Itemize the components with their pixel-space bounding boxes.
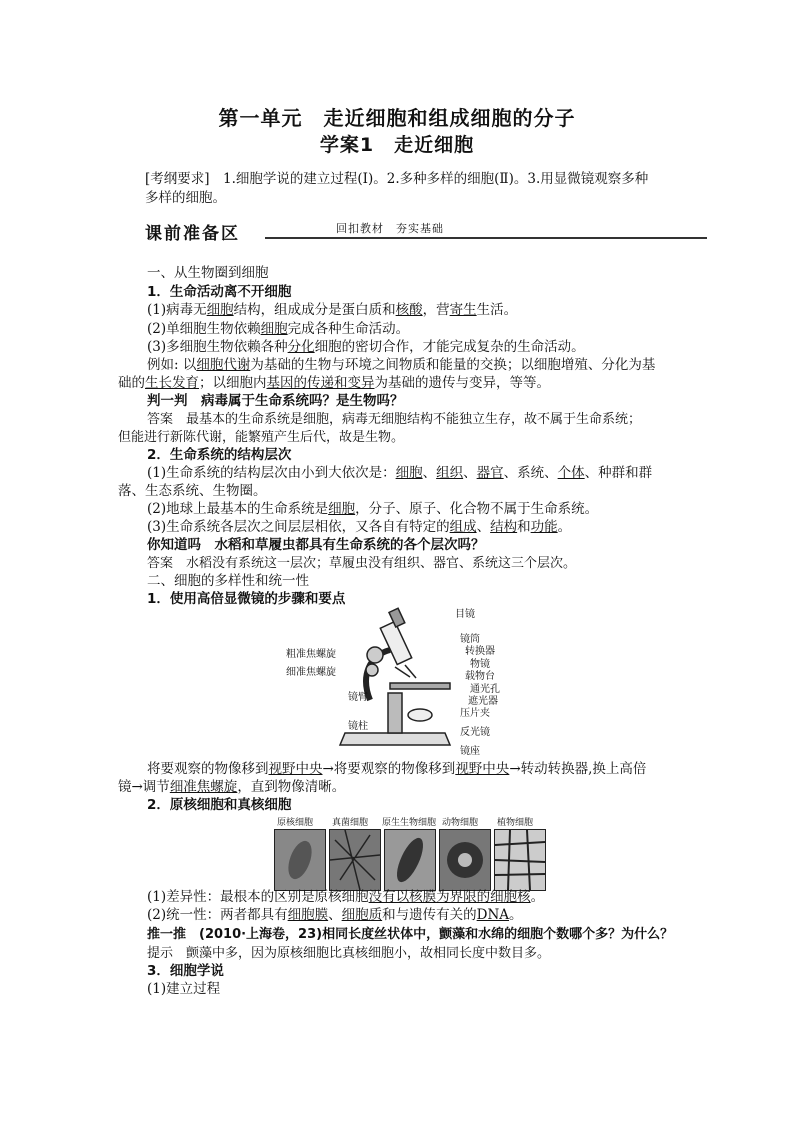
label-eyepiece: 目镜: [455, 609, 475, 620]
cell-image-animal: [439, 829, 491, 891]
banner-rule: [263, 237, 707, 239]
label-hole: 通光孔: [470, 684, 500, 695]
para-difference: (1)差异性：最根本的区别是原核细胞没有以核膜为界限的细胞核。: [147, 889, 545, 905]
label-converter: 转换器: [465, 646, 495, 657]
answer-1a: 答案 最基本的生命系统是细胞，病毒无细胞结构不能独立生存，故不属于生命系统；: [147, 412, 642, 427]
banner-label: 课前准备区: [145, 222, 265, 246]
microscope-diagram: [286, 605, 500, 757]
judge-question: 判一判 病毒属于生命系统吗？是生物吗？: [147, 393, 404, 409]
cell-label-protist: 原生生物细胞: [382, 818, 437, 828]
section1-heading: 一、从生物圈到细胞: [147, 265, 269, 281]
section2-sub3: 3．细胞学说: [147, 963, 224, 979]
exam-requirements-line2: 多样的细胞。: [145, 190, 226, 206]
para-levels-1: (1)生命系统的结构层次由小到大依次是：细胞、组织、器官、系统、个体、种群和群: [147, 465, 653, 481]
answer-2: 答案 水稻没有系统这一层次；草履虫没有组织、器官、系统这三个层次。: [147, 556, 577, 571]
para-virus: (1)病毒无细胞结构，组成成分是蛋白质和核酸，营寄生生活。: [147, 302, 518, 318]
para-step-2: 镜→调节细准焦螺旋，直到物像清晰。: [118, 779, 346, 795]
label-objective: 物镜: [470, 659, 490, 670]
label-pillar: 镜柱: [348, 721, 368, 732]
label-tube: 镜筒: [460, 634, 480, 645]
cell-image-protist: [384, 829, 436, 891]
section2-sub2: 2．原核细胞和真核细胞: [147, 797, 292, 813]
label-clip: 压片夹: [460, 708, 490, 719]
para-basic-system: (2)地球上最基本的生命系统是细胞，分子、原子、化合物不属于生命系统。: [147, 501, 599, 517]
cell-image-plant: [494, 829, 546, 891]
section1-sub2: 2．生命系统的结构层次: [147, 447, 292, 463]
cell-label-prokaryote: 原核细胞: [277, 818, 314, 828]
para-multi-cell: (3)多细胞生物依赖各种分化细胞的密切合作，才能完成复杂的生命活动。: [147, 339, 585, 355]
para-single-cell: (2)单细胞生物依赖细胞完成各种生命活动。: [147, 321, 410, 337]
section2-heading: 二、细胞的多样性和统一性: [147, 573, 309, 589]
para-levels-2: 落、生态系统、生物圈。: [118, 483, 267, 499]
label-diaphragm: 遮光器: [468, 696, 498, 707]
para-interdependence: (3)生命系统各层次之间层层相依，又各自有特定的组成、结构和功能。: [147, 519, 572, 535]
para-example-1: 例如: 以细胞代谢为基础的生物与环境之间物质和能量的交换；以细胞增殖、分化为基: [147, 357, 656, 373]
hint-answer: 提示 颤藻中多，因为原核细胞比真核细胞小，故相同长度中数目多。: [147, 946, 551, 961]
cell-image-fungus: [329, 829, 381, 891]
page-title: 第一单元 走近细胞和组成细胞的分子: [218, 106, 576, 130]
label-coarse: 粗准焦螺旋: [286, 649, 336, 660]
para-unity: (2)统一性：两者都具有细胞膜、细胞质和与遗传有关的DNA。: [147, 907, 523, 923]
label-base: 镜座: [460, 746, 480, 757]
section2-sub1: 1．使用高倍显微镜的步骤和要点: [147, 591, 346, 607]
para-establishment: (1)建立过程: [147, 981, 221, 997]
section-banner: [145, 222, 707, 246]
label-fine: 细准焦螺旋: [286, 667, 336, 678]
para-example-2: 础的生长发育；以细胞内基因的传递和变异为基础的遗传与变异，等等。: [118, 375, 550, 391]
cell-label-plant: 植物细胞: [497, 818, 534, 828]
page-subtitle: 学案1 走近细胞: [319, 134, 475, 156]
cell-label-fungus: 真菌细胞: [332, 818, 369, 828]
answer-1b: 但能进行新陈代谢，能繁殖产生后代，故是生物。: [118, 430, 405, 445]
label-stage: 载物台: [465, 671, 495, 682]
banner-subtitle: 回扣教材 夯实基础: [330, 222, 450, 236]
cell-image-prokaryote: [274, 829, 326, 891]
section1-sub1: 1．生命活动离不开细胞: [147, 284, 292, 300]
cell-images: [272, 815, 552, 895]
label-arm: 镜臂: [348, 692, 368, 703]
label-mirror: 反光镜: [460, 727, 490, 738]
para-step-1: 将要观察的物像移到视野中央→将要观察的物像移到视野中央→转动转换器,换上高倍: [147, 761, 647, 777]
know-question: 你知道吗 水稻和草履虫都具有生命系统的各个层次吗？: [147, 537, 485, 553]
exam-requirements-line1: [考纲要求] 1.细胞学说的建立过程(Ⅰ)。2.多种多样的细胞(Ⅱ)。3.用显微镜观察多种: [145, 171, 649, 187]
push-question: 推一推 (2010·上海卷，23)相同长度丝状体中，颤藻和水绵的细胞个数哪个多？为什么？: [147, 927, 674, 942]
cell-label-animal: 动物细胞: [442, 818, 479, 828]
